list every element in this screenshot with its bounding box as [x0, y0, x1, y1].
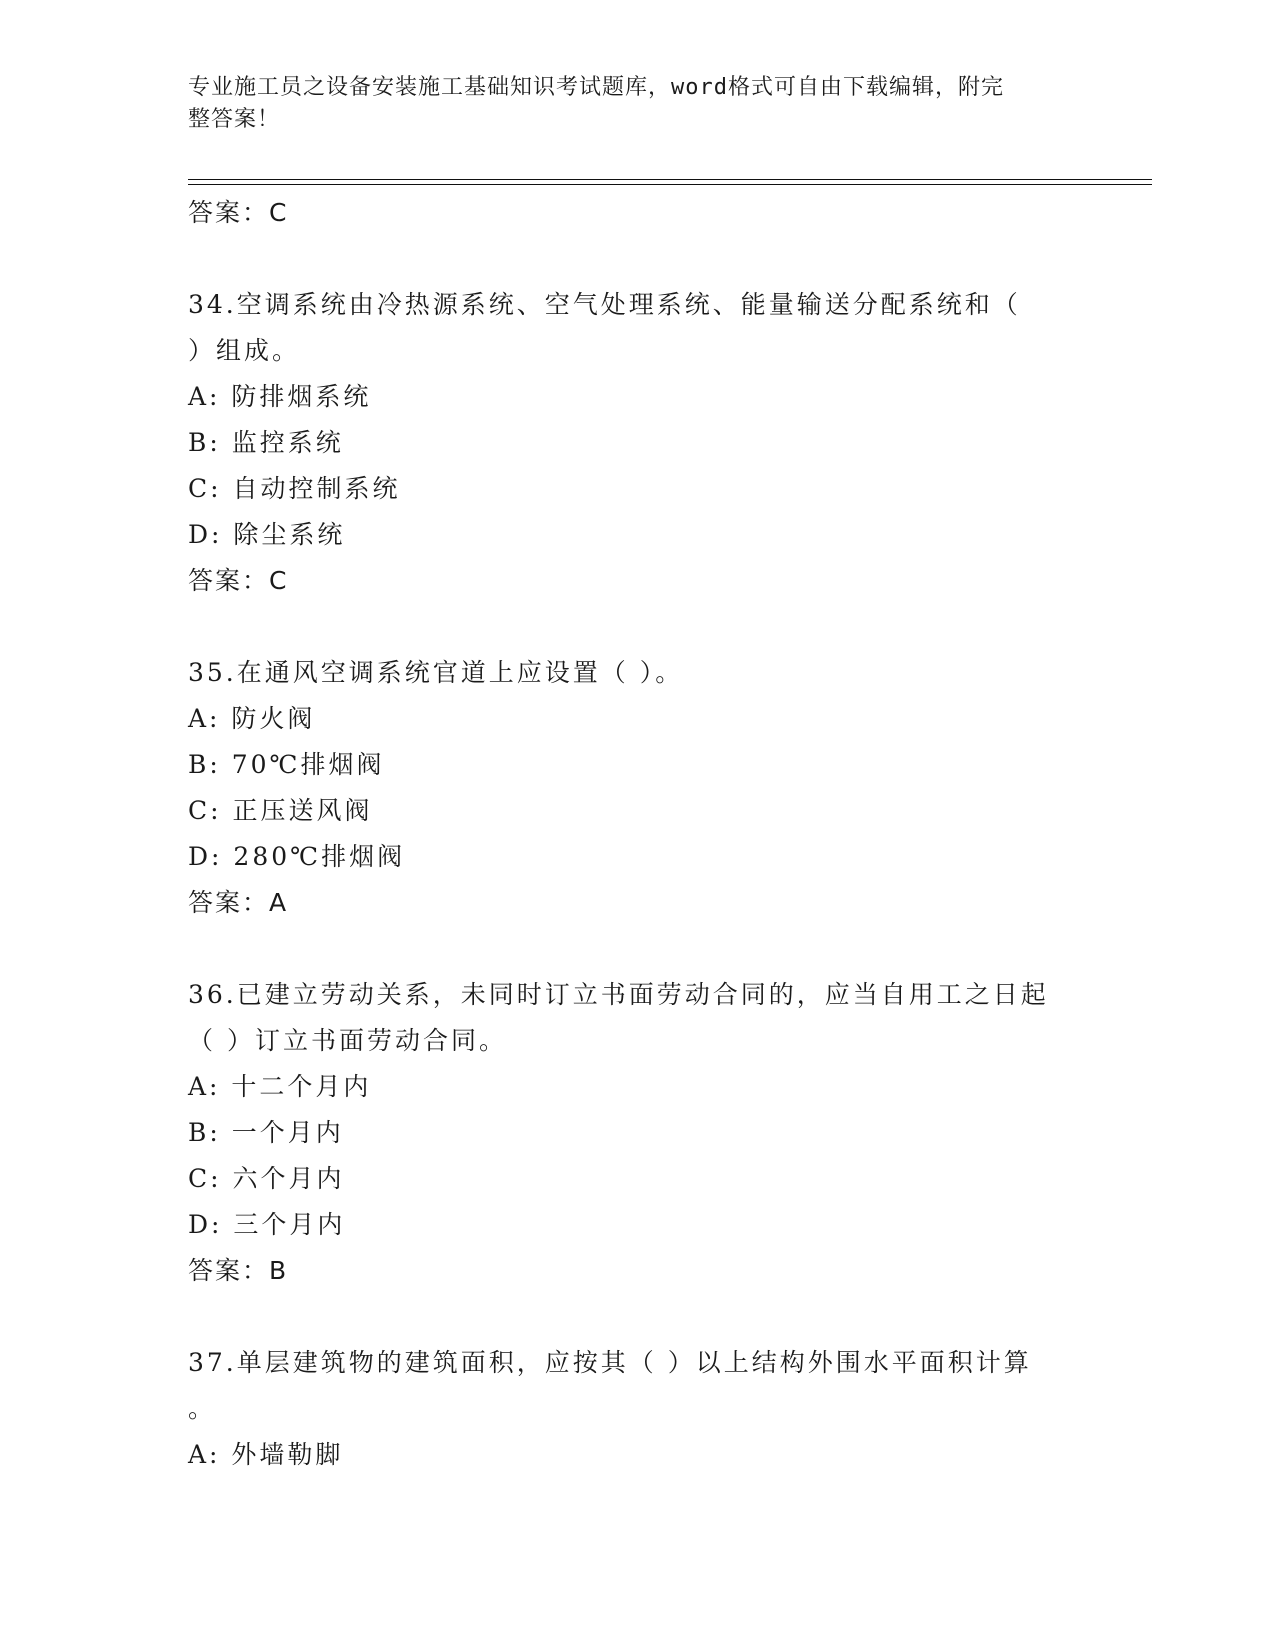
question-37	[188, 1340, 1088, 1478]
header-rule-top	[188, 179, 1152, 180]
spacer	[188, 1294, 1088, 1340]
header-line-1: 专业施工员之设备安装施工基础知识考试题库，word格式可自由下载编辑，附完	[188, 75, 1004, 100]
option-c: C: 自动控制系统	[188, 474, 401, 503]
answer-line: 答案：C	[188, 566, 289, 595]
option-d: D: 280℃排烟阀	[188, 842, 406, 871]
question-36	[188, 972, 1088, 1294]
question-34	[188, 282, 1088, 604]
header-line-2: 整答案！	[188, 107, 281, 132]
option-b: B: 70℃排烟阀	[188, 750, 385, 779]
answer-line: 答案：B	[188, 1256, 289, 1285]
option-d: D: 除尘系统	[188, 520, 346, 549]
option-c: C: 正压送风阀	[188, 796, 373, 825]
option-d: D: 三个月内	[188, 1210, 346, 1239]
question-stem: 36.已建立劳动关系，未同时订立书面劳动合同的，应当自用工之日起	[188, 980, 1049, 1009]
spacer	[188, 236, 1088, 282]
answer-line: 答案：A	[188, 888, 289, 917]
question-stem: 35.在通风空调系统官道上应设置（ ）。	[188, 658, 684, 687]
question-35	[188, 650, 1088, 926]
question-list	[188, 190, 1088, 1478]
document-header	[188, 72, 1068, 136]
option-a: A: 外墙勒脚	[188, 1440, 344, 1469]
header-rule-bottom	[188, 184, 1152, 185]
option-a: A: 十二个月内	[188, 1072, 372, 1101]
answer-line: 答案：C	[188, 198, 289, 227]
option-b: B: 一个月内	[188, 1118, 344, 1147]
question-stem: 34.空调系统由冷热源系统、空气处理系统、能量输送分配系统和（	[188, 290, 1021, 319]
spacer	[188, 604, 1088, 650]
question-stem-continued: ）组成。	[188, 336, 301, 365]
option-b: B: 监控系统	[188, 428, 344, 457]
option-c: C: 六个月内	[188, 1164, 345, 1193]
spacer	[188, 926, 1088, 972]
question-stem: 37.单层建筑物的建筑面积，应按其（ ）以上结构外围水平面积计算	[188, 1348, 1032, 1377]
question-stem-continued: 。	[188, 1394, 217, 1423]
question-stem-continued: （ ）订立书面劳动合同。	[188, 1026, 507, 1055]
option-a: A: 防火阀	[188, 704, 316, 733]
option-a: A: 防排烟系统	[188, 382, 372, 411]
